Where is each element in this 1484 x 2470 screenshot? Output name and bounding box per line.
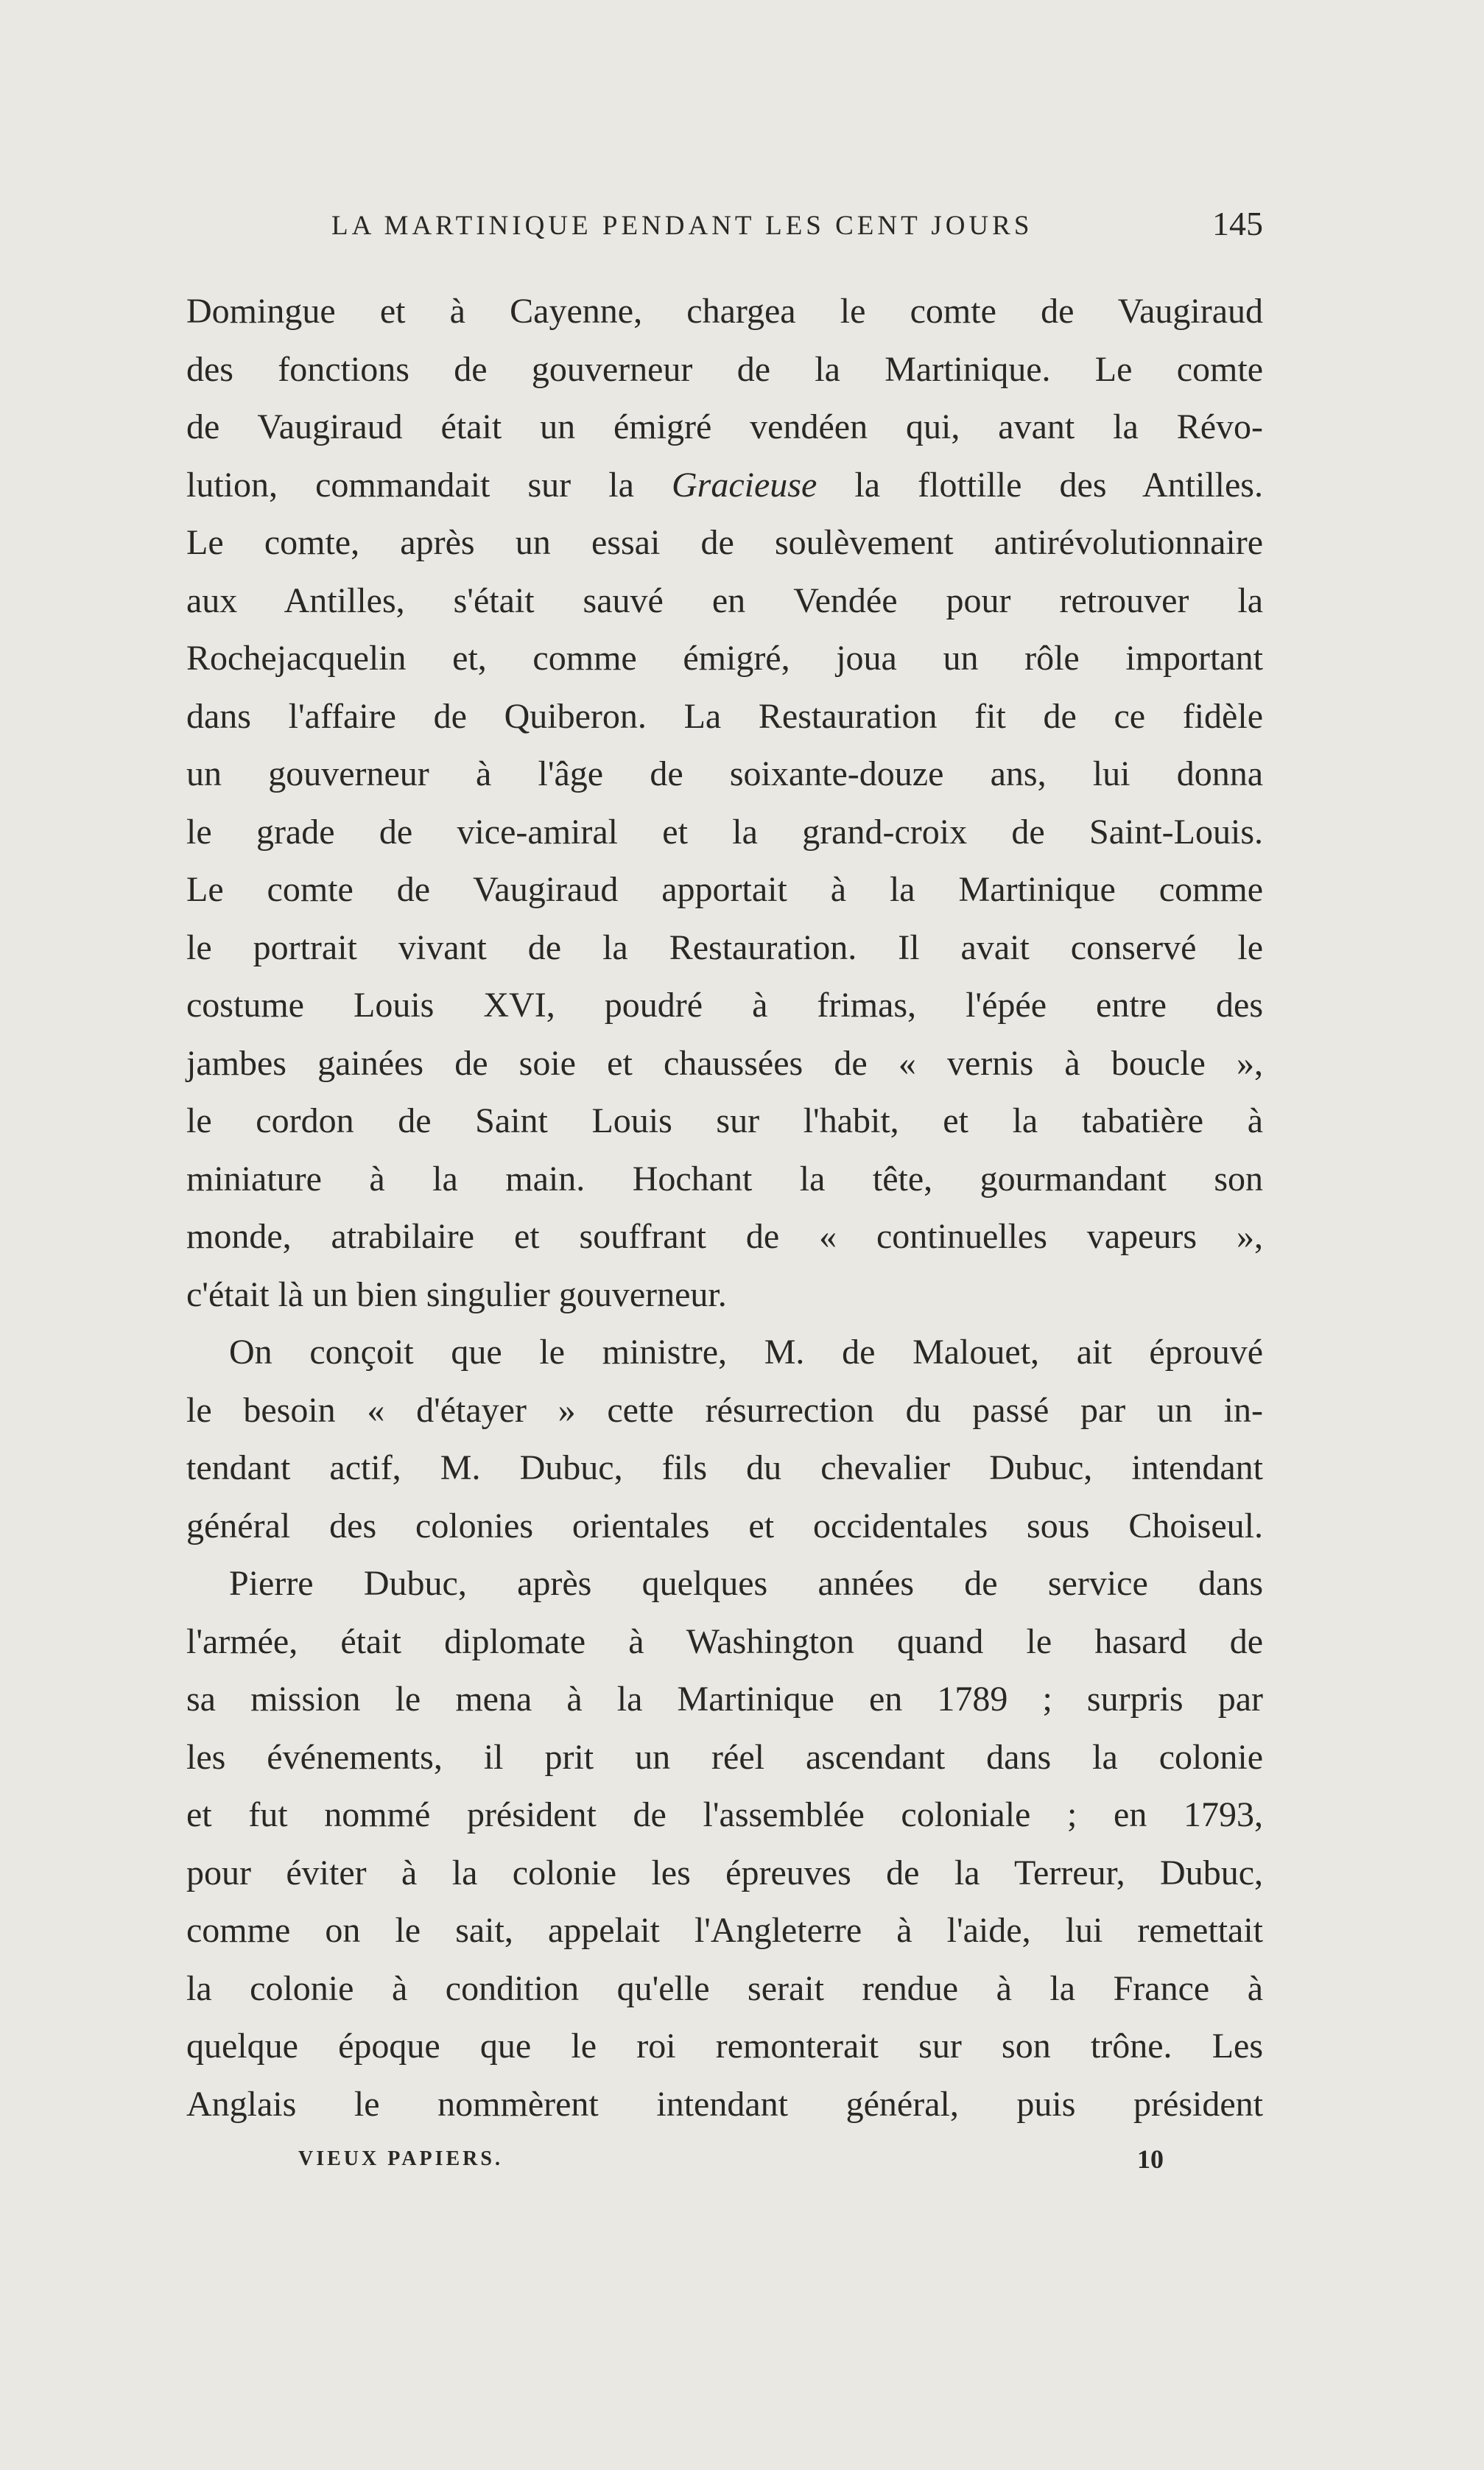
page-footer (298, 2141, 1164, 2178)
paragraph-end-line: général des colonies orientales et occidentales sous Choiseul. (186, 1506, 1263, 1545)
text-line: Anglais le nommèrent intendant général, puis président (186, 2084, 1263, 2124)
running-head (331, 205, 1263, 245)
body-text (186, 283, 1263, 2133)
text-line-end: la flottille des Antilles. (817, 465, 1263, 505)
text-line: le portrait vivant de la Restauration. Il avait conservé le (186, 927, 1263, 967)
text-line: comme on le sait, appelait l'Angleterre à l'aide, lui remettait (186, 1911, 1263, 1950)
text-line: le cordon de Saint Louis sur l'habit, et la tabatière à (186, 1101, 1263, 1140)
text-line: miniature à la main. Hochant la tête, gourmandant son (186, 1159, 1263, 1199)
text-line: quelque époque que le roi remonterait sur son trône. Les (186, 2027, 1263, 2066)
ship-name: Gracieuse (672, 465, 817, 505)
text-line: aux Antilles, s'était sauvé en Vendée pour retrouver la (186, 580, 1263, 620)
text-line: et fut nommé président de l'assemblée coloniale ; en 1793, (186, 1795, 1263, 1834)
paragraph-end-line: c'était là un bien singulier gouverneur. (186, 1274, 727, 1314)
text-line: Rochejacquelin et, comme émigré, joua un rôle important (186, 639, 1263, 678)
signature-mark: VIEUX PAPIERS. (298, 2147, 503, 2170)
signature-number: 10 (1137, 2144, 1164, 2174)
text-line: dans l'affaire de Quiberon. La Restauration fit de ce fidèle (186, 696, 1263, 736)
paragraph-start-line: On conçoit que le ministre, M. de Malouet, ait éprouvé (229, 1333, 1263, 1372)
text-line: la colonie à condition qu'elle serait rendue à la France à (186, 1968, 1263, 2008)
text-line: costume Louis XVI, poudré à frimas, l'épée entre des (186, 986, 1263, 1025)
text-line: de Vaugiraud était un émigré vendéen qui, avant la Révo- (186, 407, 1263, 446)
text-line: des fonctions de gouverneur de la Martinique. Le comte (186, 349, 1263, 389)
paragraph-start-line: Pierre Dubuc, après quelques années de service dans (229, 1564, 1263, 1603)
text-line: Domingue et à Cayenne, chargea le comte de Vaugiraud (186, 292, 1263, 331)
text-line: Le comte, après un essai de soulèvement antirévolutionnaire (186, 523, 1263, 562)
text-line: tendant actif, M. Dubuc, fils du chevalier Dubuc, intendant (186, 1448, 1263, 1487)
text-line: pour éviter à la colonie les épreuves de la Terreur, Dubuc, (186, 1853, 1263, 1892)
text-line (186, 457, 1263, 515)
text-line: Le comte de Vaugiraud apportait à la Martinique comme (186, 870, 1263, 909)
text-line: les événements, il prit un réel ascendant dans la colonie (186, 1737, 1263, 1777)
text-line: jambes gainées de soie et chaussées de « vernis à boucle », (186, 1043, 1263, 1083)
text-line: l'armée, était diplomate à Washington quand le hasard de (186, 1621, 1263, 1661)
running-title: LA MARTINIQUE PENDANT LES CENT JOURS (331, 211, 1033, 241)
text-line: le besoin « d'étayer » cette résurrection du passé par un in- (186, 1390, 1263, 1430)
page-number: 145 (1212, 205, 1263, 242)
text-line: monde, atrabilaire et souffrant de « continuelles vapeurs », (186, 1217, 1263, 1256)
text-line: le grade de vice-amiral et la grand-croix de Saint-Louis. (186, 812, 1263, 852)
text-line: un gouverneur à l'âge de soixante-douze ans, lui donna (186, 754, 1263, 793)
text-line-start: lution, commandait sur la (186, 465, 672, 505)
text-line: sa mission le mena à la Martinique en 1789 ; surpris par (186, 1680, 1263, 1719)
